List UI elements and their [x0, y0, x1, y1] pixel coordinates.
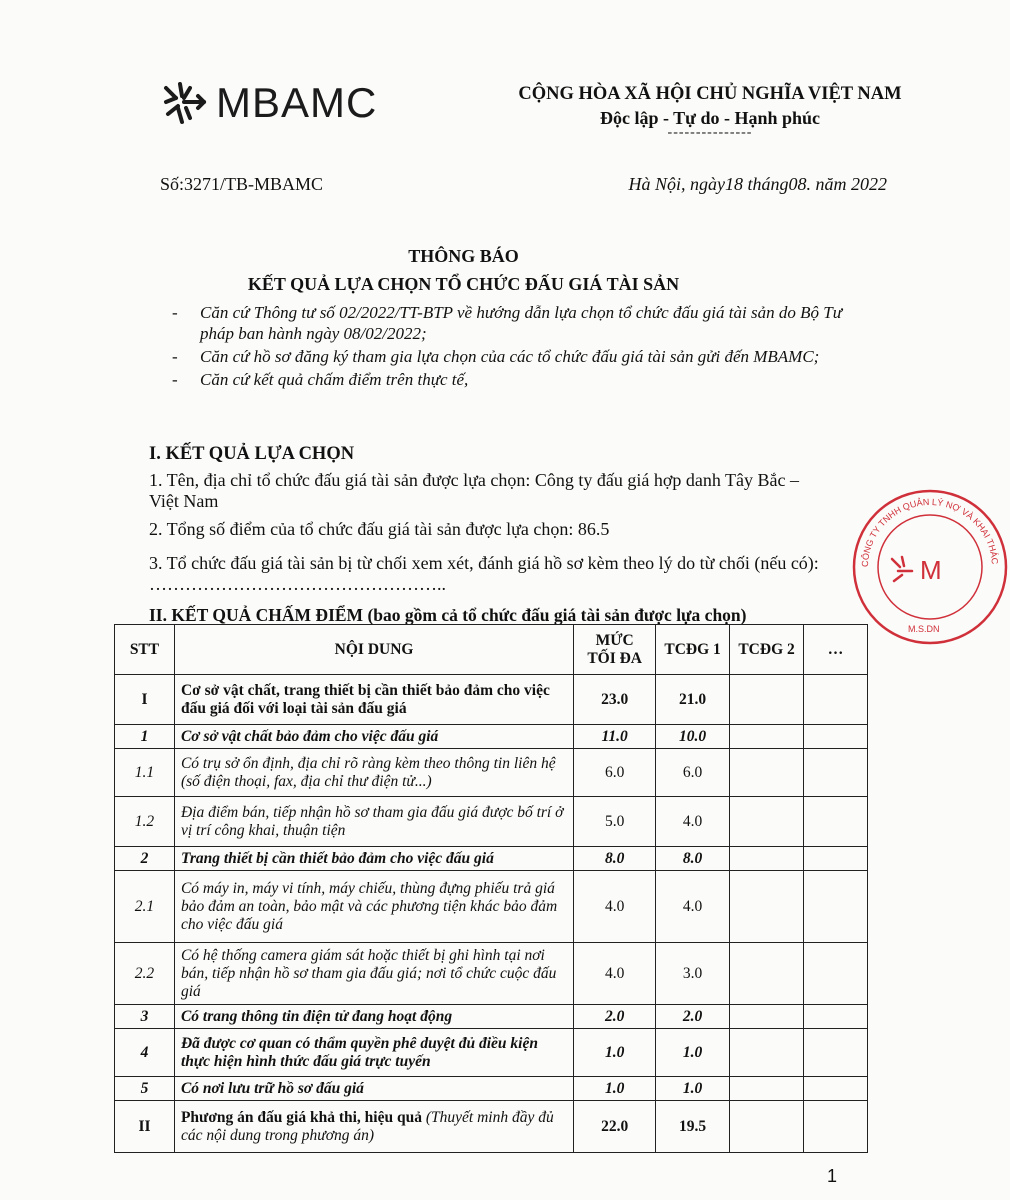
cell-org1: 3.0: [656, 943, 730, 1005]
cell-org2: [730, 675, 804, 725]
cell-stt: 2: [115, 847, 175, 871]
table-row: [115, 1077, 868, 1101]
cell-more: [804, 1029, 868, 1077]
header-max: MỨC TỐI ĐA: [574, 625, 656, 675]
cell-more: [804, 749, 868, 797]
cell-org2: [730, 847, 804, 871]
legal-basis-item: [172, 369, 842, 390]
table-row: [115, 1029, 868, 1077]
legal-basis-text: Căn cứ Thông tư số 02/2022/TT-BTP về hướng dẫn lựa chọn tổ chức đấu giá tài sản do Bộ Tư pháp ban hành ngày 08/02/2022;: [200, 303, 842, 343]
section-2-heading: II. KẾT QUẢ CHẤM ĐIỂM (bao gồm cả tổ chức đấu giá tài sản được lựa chọn): [149, 605, 747, 625]
cell-more: [804, 1101, 868, 1153]
cell-org2: [730, 1005, 804, 1029]
cell-org2: [730, 943, 804, 1005]
cell-org1: 1.0: [656, 1029, 730, 1077]
cell-more: [804, 797, 868, 847]
rejected-organizations: 3. Tổ chức đấu giá tài sản bị từ chối xem xét, đánh giá hồ sơ kèm theo lý do từ chối (nếu có): …………………………………………..: [149, 553, 819, 594]
cell-content: [174, 1101, 573, 1153]
cell-org2: [730, 725, 804, 749]
cell-org2: [730, 871, 804, 943]
cell-org1: 21.0: [656, 675, 730, 725]
cell-stt: 3: [115, 1005, 175, 1029]
cell-content: Địa điểm bán, tiếp nhận hồ sơ tham gia đấu giá được bố trí ở vị trí công khai, thuận tiện: [174, 797, 573, 847]
legal-basis-item: [172, 302, 842, 344]
nation-motto: Độc lập - Tự do - Hạnh phúc: [599, 108, 821, 128]
table-row: [115, 675, 868, 725]
cell-content: Cơ sở vật chất bảo đảm cho việc đấu giá: [174, 725, 573, 749]
cell-max: 8.0: [574, 847, 656, 871]
cell-org1: 4.0: [656, 797, 730, 847]
place-date: Hà Nội, ngày18 tháng08. năm 2022: [628, 174, 887, 194]
cell-max: 2.0: [574, 1005, 656, 1029]
notice-subtitle: KẾT QUẢ LỰA CHỌN TỔ CHỨC ĐẤU GIÁ TÀI SẢN: [247, 274, 680, 294]
cell-org1: 19.5: [656, 1101, 730, 1153]
legal-basis-item: [172, 346, 842, 367]
cell-max: 4.0: [574, 943, 656, 1005]
cell-content-note: (Thuyết minh đầy đủ các nội dung trong phương án): [180, 1108, 554, 1144]
cell-more: [804, 847, 868, 871]
cell-content: Có trụ sở ổn định, địa chỉ rõ ràng kèm theo thông tin liên hệ (số điện thoại, fax, địa chỉ thư điện tử...): [174, 749, 573, 797]
cell-org1: 1.0: [656, 1077, 730, 1101]
cell-stt: 5: [115, 1077, 175, 1101]
cell-stt: 2.1: [115, 871, 175, 943]
header-org1: TCĐG 1: [656, 625, 730, 675]
cell-stt: 1: [115, 725, 175, 749]
header-stt: STT: [115, 625, 175, 675]
table-row: [115, 943, 868, 1005]
cell-max: 1.0: [574, 1029, 656, 1077]
cell-more: [804, 1077, 868, 1101]
header-more: …: [804, 625, 868, 675]
cell-stt: 2.2: [115, 943, 175, 1005]
cell-more: [804, 871, 868, 943]
cell-org2: [730, 1077, 804, 1101]
cell-content: Có hệ thống camera giám sát hoặc thiết bị ghi hình tại nơi bán, tiếp nhận hồ sơ tham gia đấu giá; nơi tổ chức cuộc đấu giá: [174, 943, 573, 1005]
cell-content: Đã được cơ quan có thẩm quyền phê duyệt đủ điều kiện thực hiện hình thức đấu giá trực tuyến: [174, 1029, 573, 1077]
table-header-row: [115, 625, 868, 675]
legal-basis-text: Căn cứ hồ sơ đăng ký tham gia lựa chọn của các tổ chức đấu giá tài sản gửi đến MBAMC;: [200, 347, 820, 366]
section-1-heading: I. KẾT QUẢ LỰA CHỌN: [149, 444, 355, 464]
cell-stt: II: [115, 1101, 175, 1153]
cell-more: [804, 725, 868, 749]
cell-more: [804, 1005, 868, 1029]
cell-stt: 4: [115, 1029, 175, 1077]
cell-content: Cơ sở vật chất, trang thiết bị cần thiết bảo đảm cho việc đấu giá đối với loại tài sản đấu giá: [174, 675, 573, 725]
table-row: [115, 797, 868, 847]
notice-title: THÔNG BÁO: [408, 246, 519, 266]
table-row: [115, 871, 868, 943]
company-seal-stamp: [850, 487, 1010, 647]
cell-content: Có trang thông tin điện tử đang hoạt động: [174, 1005, 573, 1029]
national-heading: [500, 84, 920, 141]
cell-org2: [730, 1101, 804, 1153]
nation-rule: ---------------: [667, 125, 753, 140]
document-number: Số:3271/TB-MBAMC: [160, 174, 324, 194]
stamp-logo-icon: [892, 557, 912, 581]
legal-bases: [172, 302, 842, 392]
cell-org1: 8.0: [656, 847, 730, 871]
header-content: NỘI DUNG: [174, 625, 573, 675]
cell-content: Trang thiết bị cần thiết bảo đảm cho việc đấu giá: [174, 847, 573, 871]
cell-org1: 2.0: [656, 1005, 730, 1029]
header-org2: TCĐG 2: [730, 625, 804, 675]
bullet-dash: -: [172, 370, 178, 389]
stamp-ring-text: CÔNG TY TNHH QUẢN LÝ NỢ VÀ KHAI THÁC: [859, 496, 1000, 568]
cell-max: 4.0: [574, 871, 656, 943]
table-row: [115, 1005, 868, 1029]
stamp-bottom-text: M.S.DN: [908, 624, 940, 634]
cell-org2: [730, 797, 804, 847]
cell-content: Có máy in, máy vi tính, máy chiếu, thùng đựng phiếu trả giá bảo đảm an toàn, bảo mật và các phương tiện khác bảo đảm cho việc đấu giá: [174, 871, 573, 943]
table-row: [115, 749, 868, 797]
cell-max: 6.0: [574, 749, 656, 797]
cell-stt: 1.2: [115, 797, 175, 847]
logo-text: MBAMC: [216, 79, 378, 126]
selected-organization: 1. Tên, địa chỉ tổ chức đấu giá tài sản được lựa chọn: Công ty đấu giá hợp danh Tây Bắc – Việt Nam: [149, 470, 799, 511]
cell-more: [804, 675, 868, 725]
mbamc-logo-mark-icon: [160, 78, 210, 128]
mbamc-logo: [160, 78, 377, 128]
cell-more: [804, 943, 868, 1005]
nation-name: CỘNG HÒA XÃ HỘI CHỦ NGHĨA VIỆT NAM: [518, 84, 902, 104]
table-row: [115, 725, 868, 749]
stamp-center-text: M: [920, 555, 942, 585]
cell-content: Có nơi lưu trữ hồ sơ đấu giá: [174, 1077, 573, 1101]
cell-content-main: Phương án đấu giá khả thi, hiệu quả: [180, 1108, 422, 1126]
cell-stt: 1.1: [115, 749, 175, 797]
cell-org2: [730, 1029, 804, 1077]
cell-max: 22.0: [574, 1101, 656, 1153]
cell-max: 1.0: [574, 1077, 656, 1101]
legal-basis-text: Căn cứ kết quả chấm điểm trên thực tế,: [200, 370, 469, 389]
cell-max: 23.0: [574, 675, 656, 725]
page-number: 1: [826, 1166, 837, 1186]
cell-max: 11.0: [574, 725, 656, 749]
cell-max: 5.0: [574, 797, 656, 847]
cell-stt: I: [115, 675, 175, 725]
cell-org1: 6.0: [656, 749, 730, 797]
total-score: 2. Tổng số điểm của tổ chức đấu giá tài sản được lựa chọn: 86.5: [149, 519, 610, 539]
bullet-dash: -: [172, 303, 178, 322]
table-row: [115, 1101, 868, 1153]
cell-org1: 10.0: [656, 725, 730, 749]
cell-org2: [730, 749, 804, 797]
scoring-table: [114, 624, 868, 1153]
table-row: [115, 847, 868, 871]
cell-org1: 4.0: [656, 871, 730, 943]
bullet-dash: -: [172, 347, 178, 366]
